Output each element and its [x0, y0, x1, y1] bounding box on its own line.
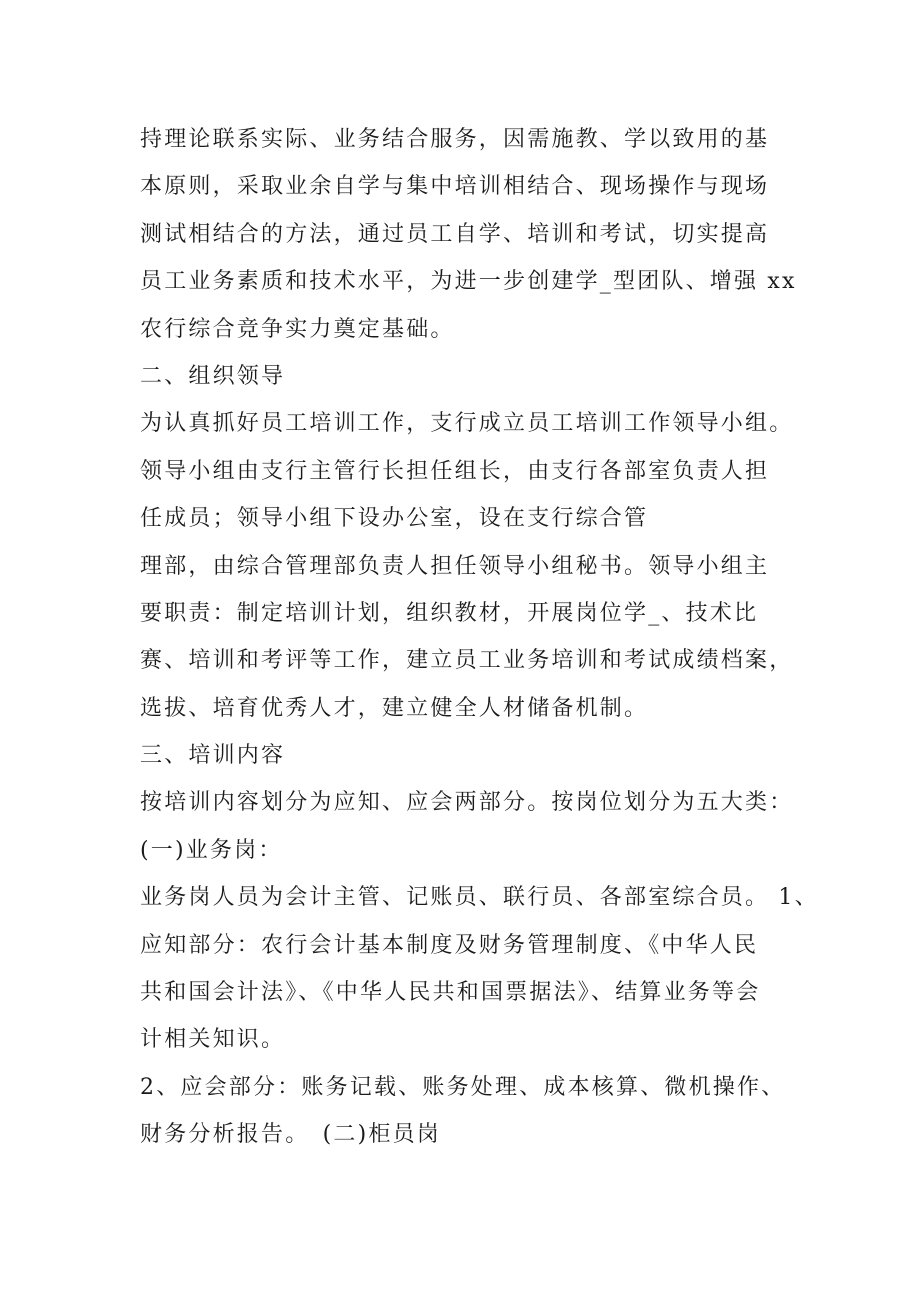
subheading-business-post: (一)业务岗：	[140, 837, 283, 863]
text-line-10: 理部，由综合管理部负责人担任领导小组秘书。领导小组主	[140, 553, 770, 579]
text-line-8: 领导小组由支行主管行长担任组长，由支行各部室负责人担	[140, 458, 770, 484]
section-heading-training-content: 三、培训内容	[140, 743, 286, 769]
section-heading-organization: 二、组织领导	[140, 363, 286, 389]
text-line-2: 本原则，采取业余自学与集中培训相结合、现场操作与现场	[140, 174, 770, 200]
text-line-12: 赛、培训和考评等工作，建立员工业务培训和考试成绩档案，	[140, 648, 794, 674]
text-line-18: 应知部分：农行会计基本制度及财务管理制度、《中华人民	[140, 932, 759, 958]
text-line-22: 财务分析报告。 (二)柜员岗	[140, 1122, 441, 1148]
text-line-17: 业务岗人员为会计主管、记账员、联行员、各部室综合员。 1、	[140, 885, 819, 911]
text-line-21: 2、应会部分：账务记载、账务处理、成本核算、微机操作、	[140, 1074, 786, 1100]
text-line-20: 计相关知识。	[140, 1027, 286, 1053]
text-line-11: 要职责：制定培训计划，组织教材，开展岗位学_、技术比	[140, 600, 759, 626]
text-line-5: 农行综合竞争实力奠定基础。	[140, 316, 455, 342]
text-line-4: 员工业务素质和技术水平，为进一步创建学_型团队、增强 xx	[140, 269, 797, 295]
text-line-9: 任成员；领导小组下设办公室，设在支行综合管	[140, 506, 649, 532]
text-line-19: 共和国会计法》、《中华人民共和国票据法》、结算业务等会	[140, 980, 761, 1006]
text-line-3: 测试相结合的方法，通过员工自学、培训和考试，切实提高	[140, 221, 770, 247]
text-line-13: 选拔、培育优秀人才，建立健全人材储备机制。	[140, 695, 649, 721]
document-body	[140, 116, 819, 1159]
text-line-15: 按培训内容划分为应知、应会两部分。按岗位划分为五大类：	[140, 790, 794, 816]
text-line-7: 为认真抓好员工培训工作，支行成立员工培训工作领导小组。	[140, 411, 794, 437]
text-line-1: 持理论联系实际、业务结合服务，因需施教、学以致用的基	[140, 127, 770, 152]
